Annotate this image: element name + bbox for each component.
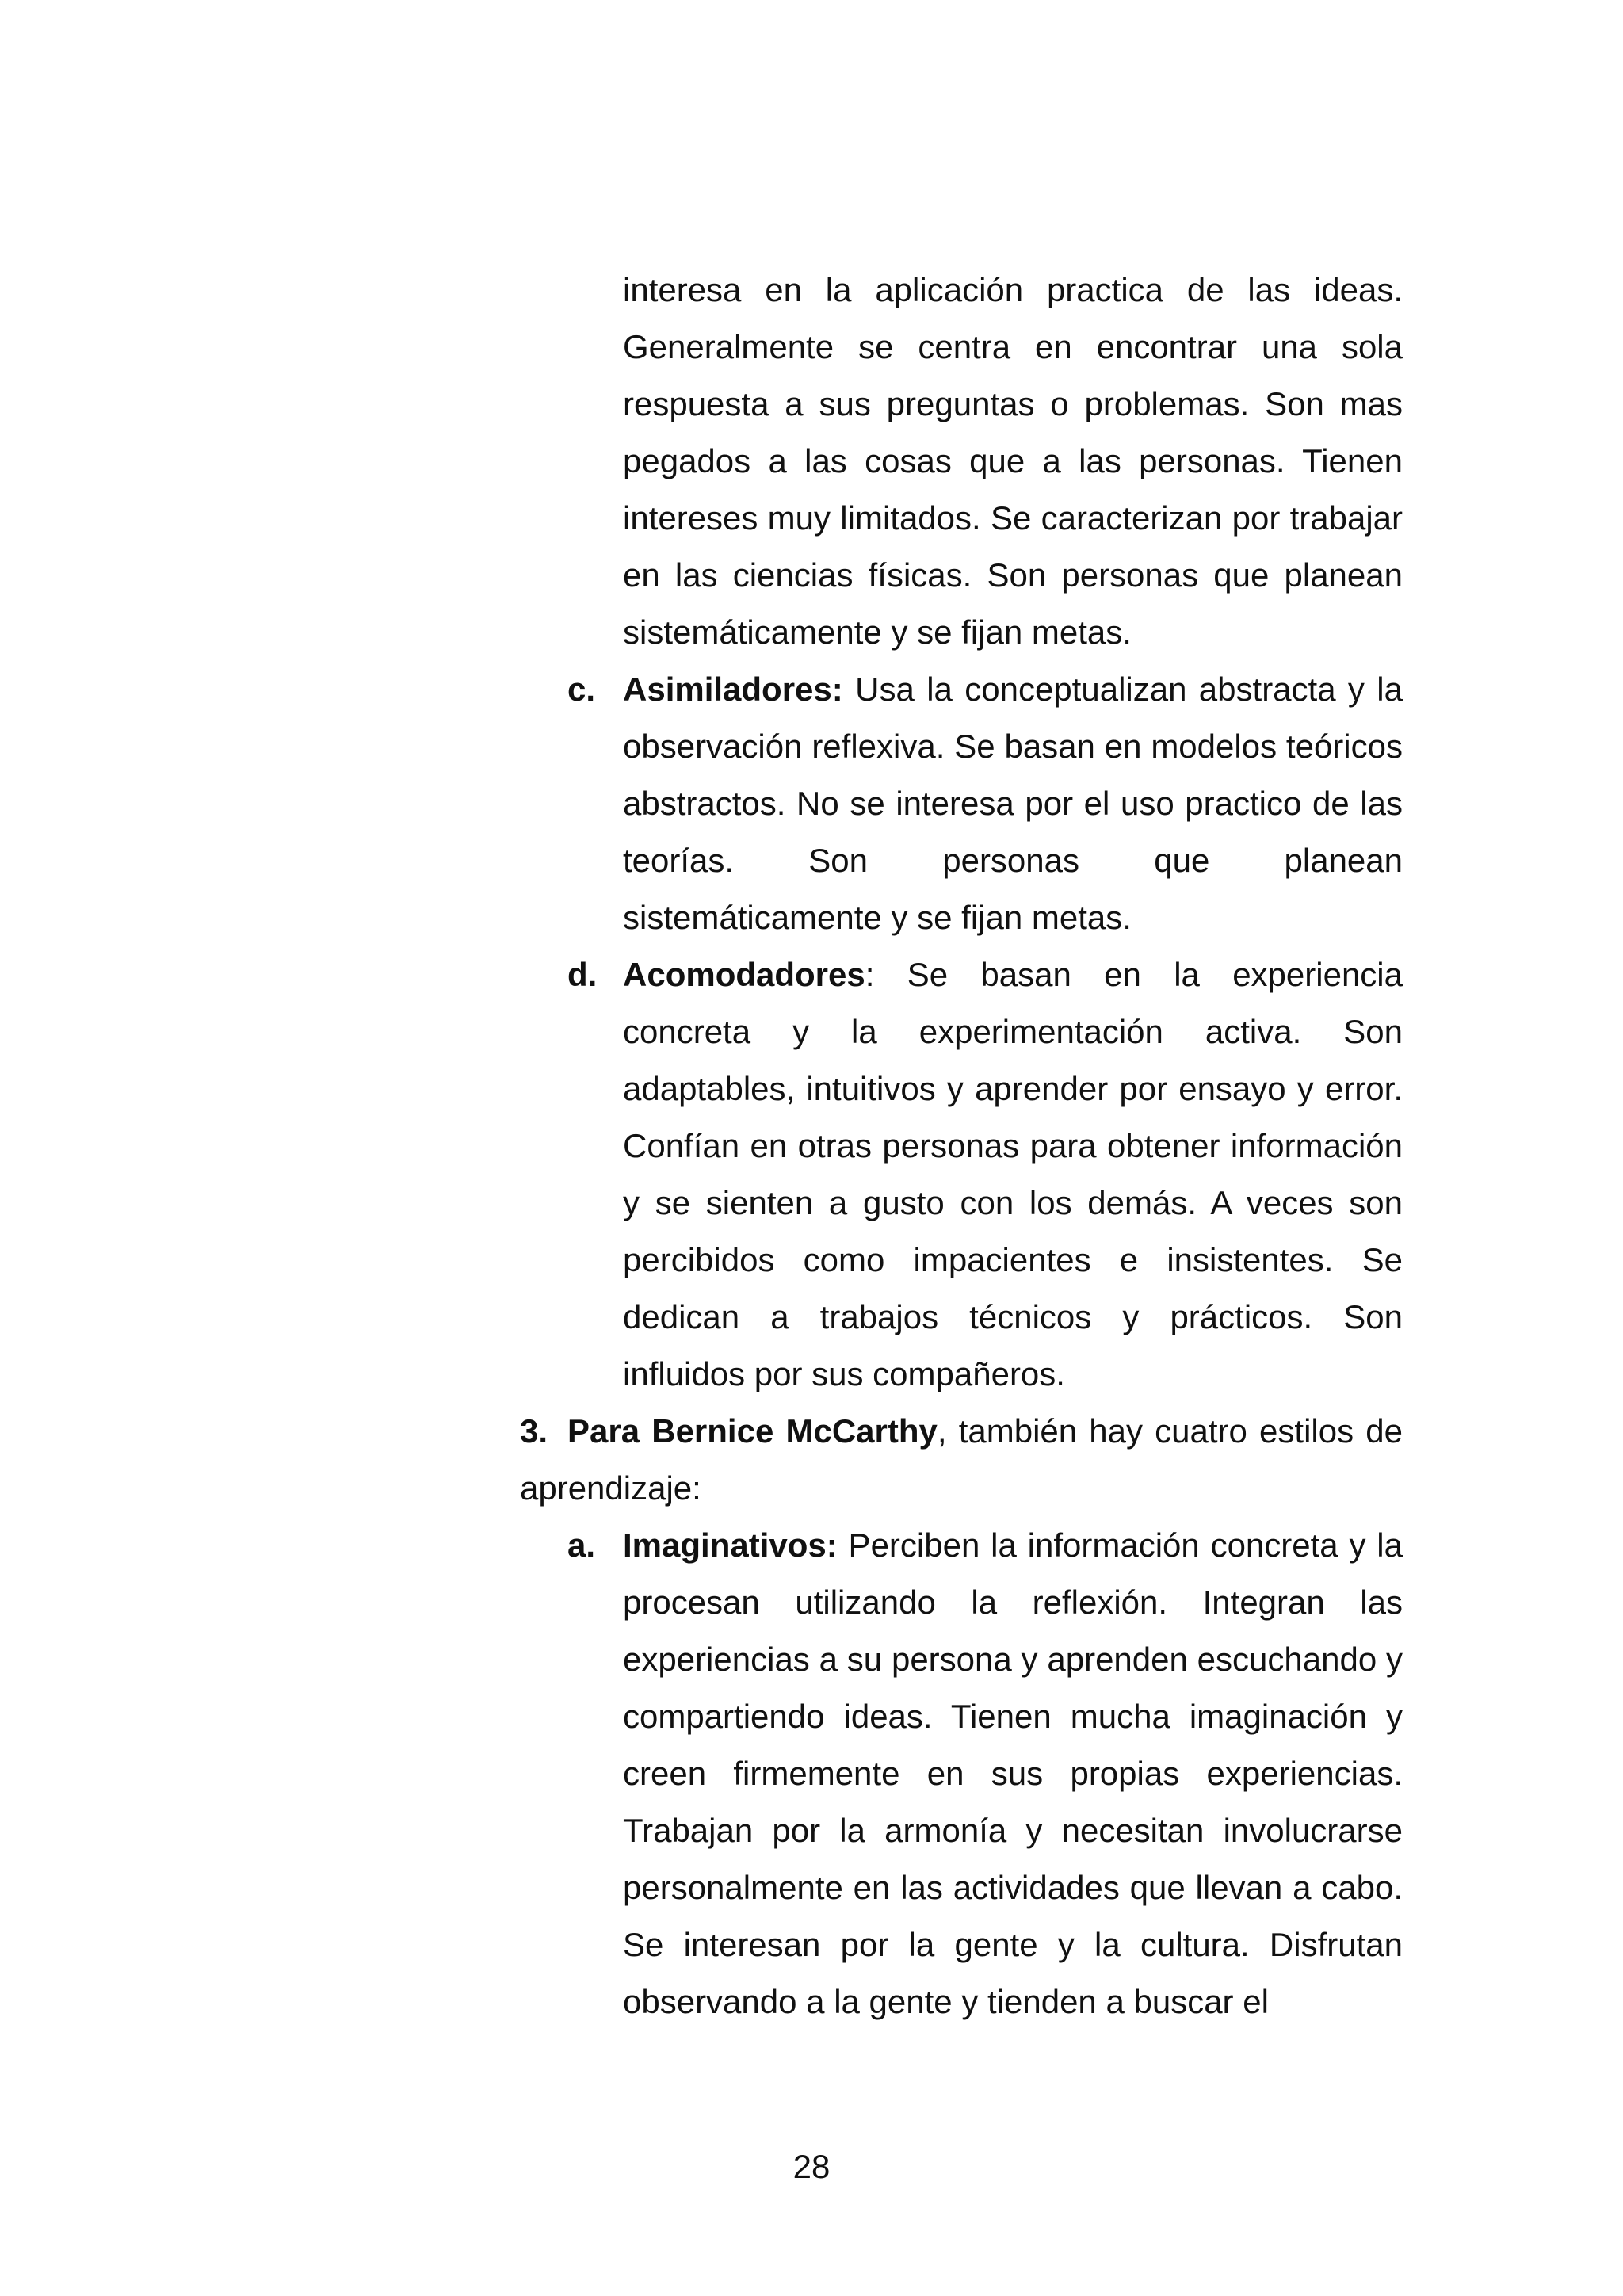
term-bernice-mccarthy: Para Bernice McCarthy (567, 1412, 938, 1450)
list-marker-d: d. (567, 956, 598, 993)
list-item-imaginativos (567, 1517, 1403, 2030)
definition-asimiladores: Usa la conceptualizan abstracta y la observación reflexiva. Se basan en modelos teóricos abstractos. No se interesa por el uso practico de las teorías. Son personas que planean sistemáticamente y se fijan metas. (623, 670, 1403, 936)
term-imaginativos: Imaginativos: (623, 1526, 838, 1564)
list-marker-3: 3. (520, 1412, 548, 1450)
list-item-body (623, 661, 1403, 946)
intro-mccarthy: , también hay cuatro estilos de aprendizaje: (520, 1412, 1403, 1507)
list-item-mccarthy (520, 1403, 1403, 1517)
list-item-body (623, 946, 1403, 1403)
list-item-body (520, 1403, 1403, 1517)
term-acomodadores: Acomodadores (623, 956, 865, 993)
list-item-asimiladores (567, 661, 1403, 946)
list-marker-a: a. (567, 1526, 596, 1564)
definition-imaginativos: Perciben la información concreta y la procesan utilizando la reflexión. Integran las experiencias a su persona y aprenden escuchando y compartiendo ideas. Tienen mucha imaginación y creen firmemente en sus propias experiencias. Trabajan por la armonía y necesitan involucrarse personalmente en las actividades que llevan a cabo. Se interesan por la gente y la cultura. Disfrutan observando a la gente y tienden a buscar el (623, 1526, 1403, 2020)
page-number: 28 (792, 2148, 831, 2185)
list-marker-c: c. (567, 670, 596, 708)
list-item-body (623, 1517, 1403, 2030)
term-asimiladores: Asimiladores: (623, 670, 843, 708)
list-item-acomodadores (567, 946, 1403, 1403)
item-b-continuation: interesa en la aplicación practica de las ideas. Generalmente se centra en encontrar una sola respuesta a sus preguntas o problemas. Son mas pegados a las cosas que a las personas. Tienen intereses muy limitados. Se caracterizan por trabajar en las ciencias físicas. Son personas que planean sistemáticamente y se fijan metas. (623, 271, 1403, 651)
definition-acomodadores: : Se basan en la experiencia concreta y la experimentación activa. Son adaptables, intuitivos y aprender por ensayo y error. Confían en otras personas para obtener información y se sienten a gusto con los demás. A veces son percibidos como impacientes e insistentes. Se dedican a trabajos técnicos y prácticos. Son influidos por sus compañeros. (623, 956, 1403, 1392)
